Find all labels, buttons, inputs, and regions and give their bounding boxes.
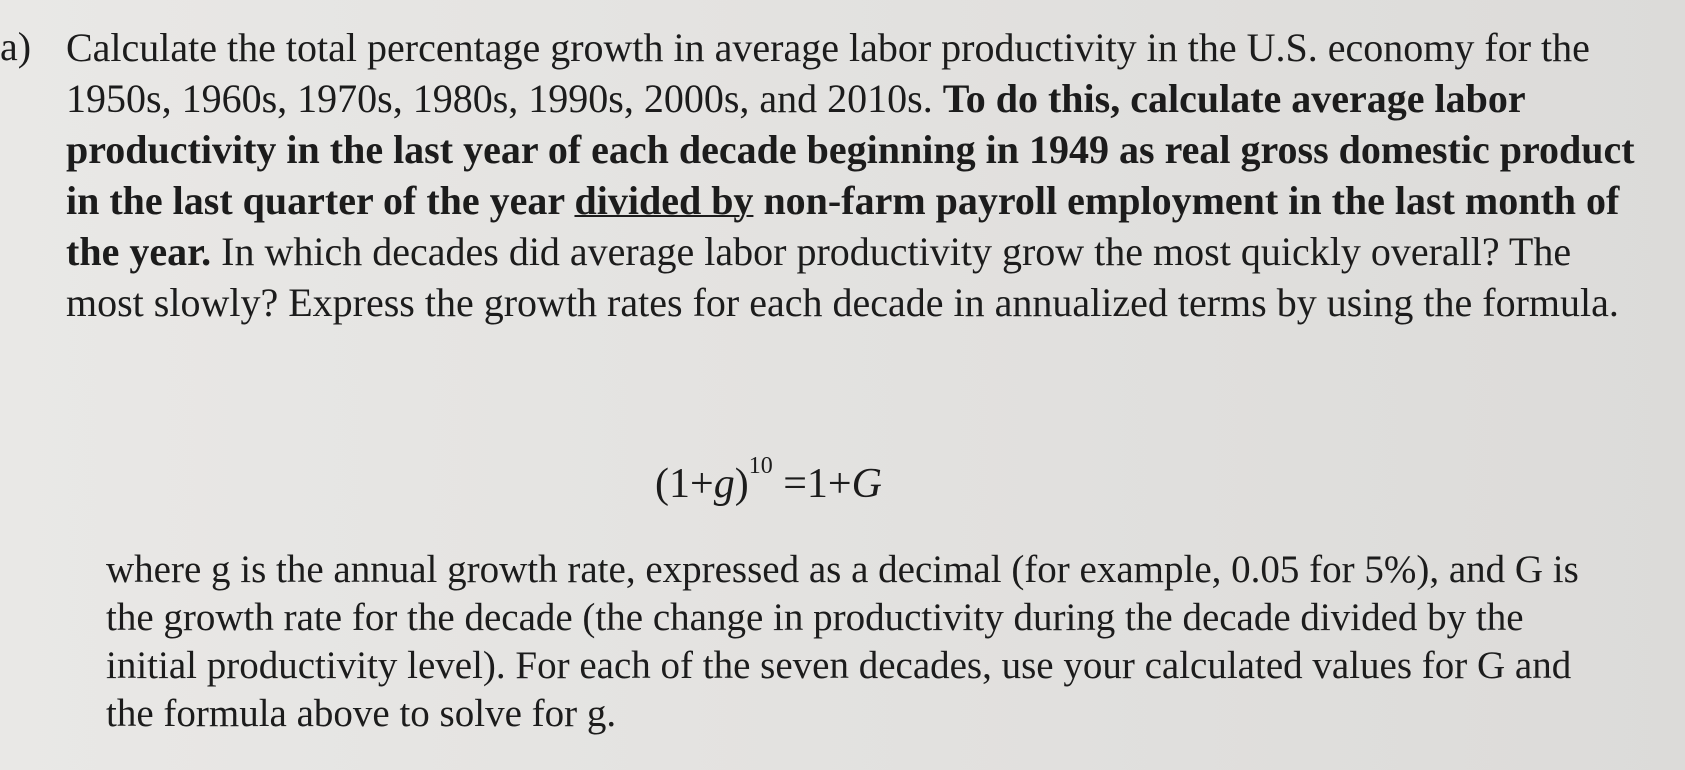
formula-var-G: G — [851, 461, 882, 507]
question-paragraph — [66, 22, 1646, 328]
question-follow-up: In which decades did average labor productivity grow the most quickly overall? The most slowly? Express the growth rates for each decade in annualized terms by using the formula. — [66, 229, 1619, 325]
question-intro: Calculate the total percentage growth in average labor productivity in the U.S. economy for the 1950s, 1960s, 1970s, 1980s, 1990s, 2000s, and 2010s. — [66, 25, 1590, 121]
growth-formula — [655, 453, 882, 512]
formula-var-g: g — [713, 461, 735, 507]
formula-exponent: 10 — [748, 453, 773, 479]
question-marker: a) — [0, 24, 32, 69]
formula-close: ) — [734, 461, 749, 507]
question-underlined-phrase: divided by — [574, 178, 754, 223]
question-instruction-bold: To do this, calculate average labor productivity in the last year of each decade beginning in 1949 as real gross domestic product in the last quarter of the year — [66, 76, 1635, 223]
explanation-paragraph: where g is the annual growth rate, expressed as a decimal (for example, 0.05 for 5%), and G is the growth rate for the decade (the change in productivity during the decade divided by the initial productivity level). For each of the seven decades, use your calculated values for G and the formula above to solve for g. — [106, 548, 1579, 735]
question-instruction-bold-end: non-farm payroll employment in the last month of the year. — [66, 178, 1620, 274]
formula-open: (1+ — [655, 461, 714, 507]
formula-equals: =1+ — [772, 461, 852, 507]
